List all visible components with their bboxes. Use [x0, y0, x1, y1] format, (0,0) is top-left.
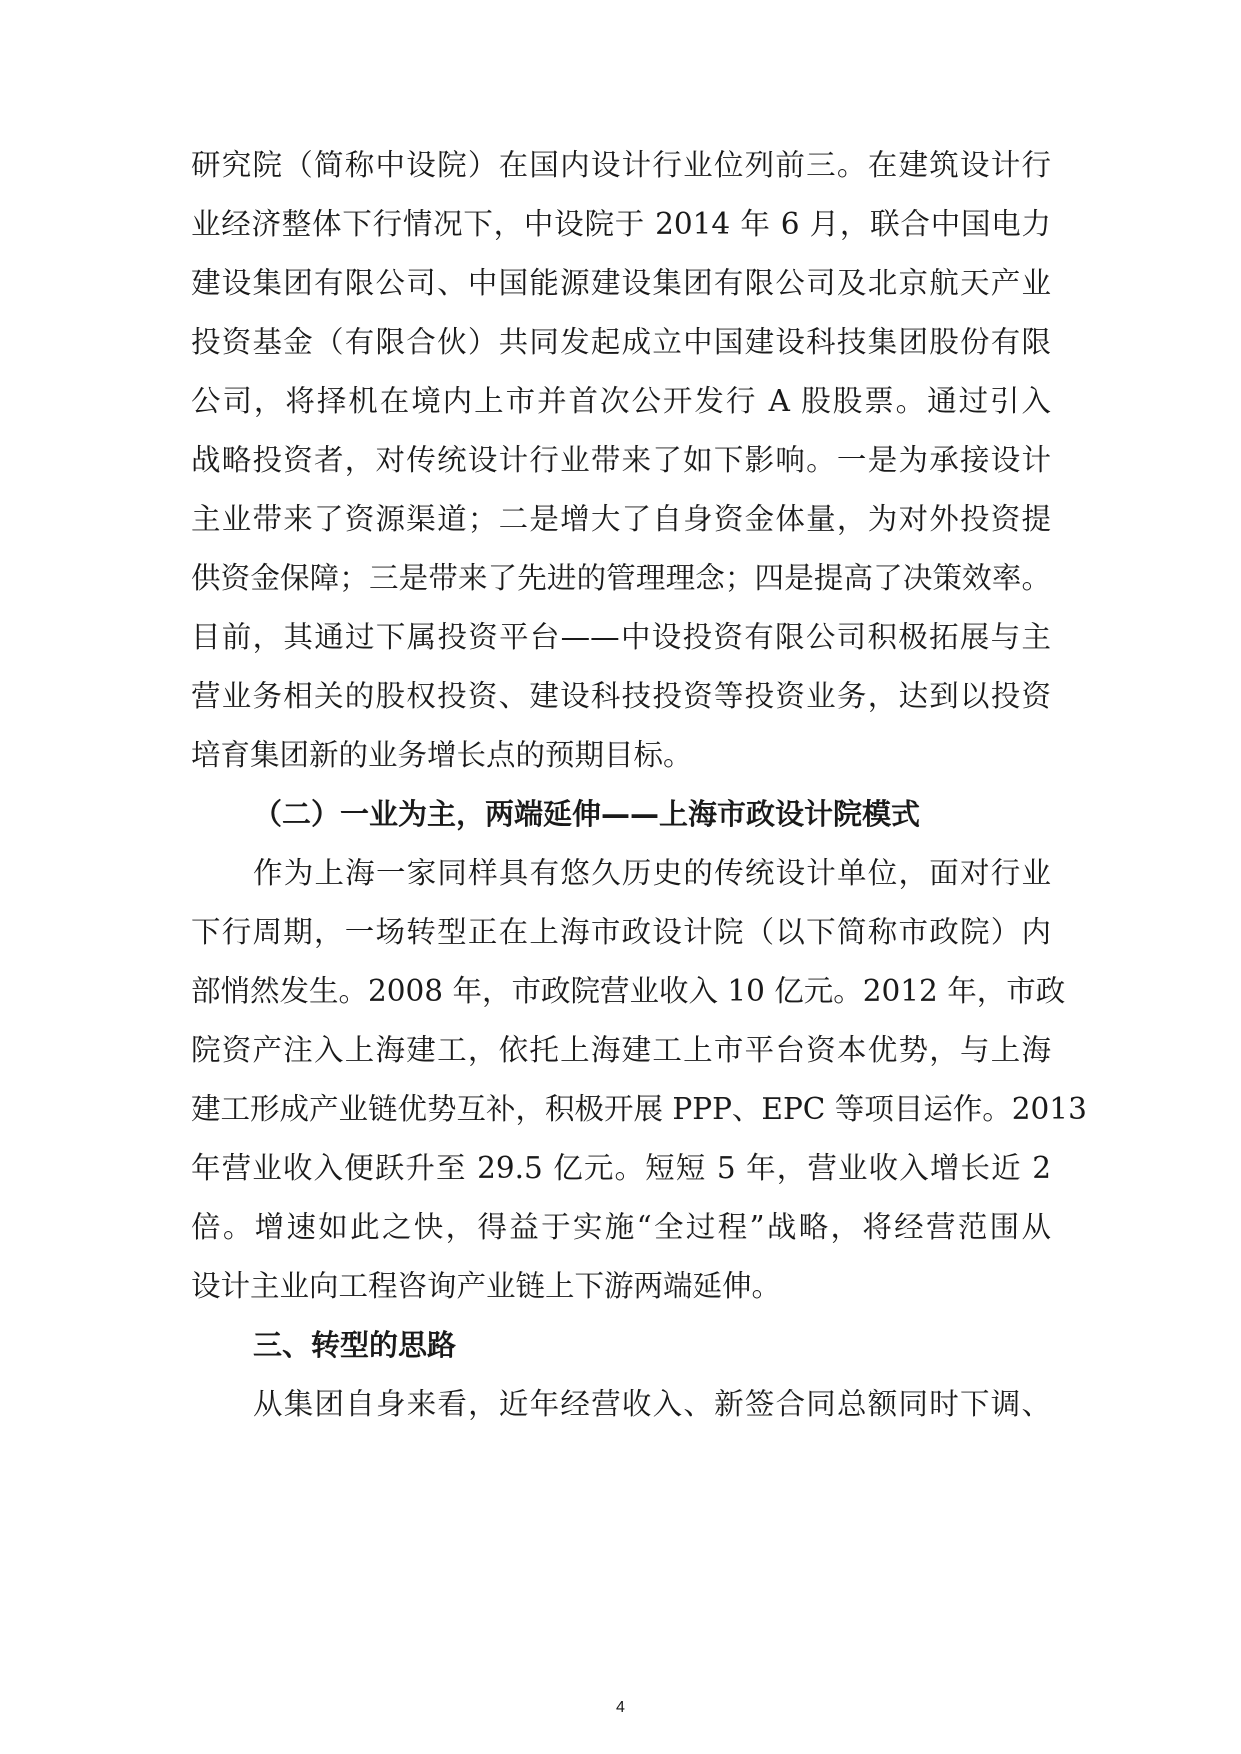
text-line: 设计主业向工程咨询产业链上下游两端延伸。	[191, 1269, 782, 1303]
text-line: 建设集团有限公司、中国能源建设集团有限公司及北京航天产业	[191, 266, 1051, 300]
page-number: 4	[616, 1699, 625, 1716]
text-line: 倍。增速如此之快，得益于实施“全过程”战略，将经营范围从	[191, 1210, 1051, 1244]
text-line: 从集团自身来看，近年经营收入、新签合同总额同时下调、	[253, 1387, 1051, 1421]
text-line: 作为上海一家同样具有悠久历史的传统设计单位，面对行业	[253, 856, 1051, 890]
subsection-heading: （二）一业为主，两端延伸——上海市政设计院模式	[253, 797, 921, 831]
text-line: 建工形成产业链优势互补，积极开展 PPP、EPC 等项目运作。2013	[191, 1092, 1087, 1126]
text-line: 公司，将择机在境内上市并首次公开发行 A 股股票。通过引入	[191, 384, 1051, 418]
text-line: 下行周期，一场转型正在上海市政设计院（以下简称市政院）内	[191, 915, 1051, 949]
text-line: 部悄然发生。2008 年，市政院营业收入 10 亿元。2012 年，市政	[191, 974, 1066, 1008]
text-line: 培育集团新的业务增长点的预期目标。	[191, 738, 693, 772]
text-line: 营业务相关的股权投资、建设科技投资等投资业务，达到以投资	[191, 679, 1051, 713]
text-line: 主业带来了资源渠道；二是增大了自身资金体量，为对外投资提	[191, 502, 1051, 536]
text-line: 供资金保障；三是带来了先进的管理理念；四是提高了决策效率。	[191, 561, 1051, 595]
text-line: 战略投资者，对传统设计行业带来了如下影响。一是为承接设计	[191, 443, 1051, 477]
text-line: 研究院（简称中设院）在国内设计行业位列前三。在建筑设计行	[191, 148, 1051, 182]
text-line: 投资基金（有限合伙）共同发起成立中国建设科技集团股份有限	[191, 325, 1051, 359]
section-heading: 三、转型的思路	[253, 1328, 457, 1362]
text-line: 目前，其通过下属投资平台——中设投资有限公司积极拓展与主	[191, 620, 1051, 654]
text-line: 院资产注入上海建工，依托上海建工上市平台资本优势，与上海	[191, 1033, 1051, 1067]
text-line: 业经济整体下行情况下，中设院于 2014 年 6 月，联合中国电力	[191, 207, 1051, 241]
text-line: 年营业收入便跃升至 29.5 亿元。短短 5 年，营业收入增长近 2	[191, 1151, 1051, 1185]
